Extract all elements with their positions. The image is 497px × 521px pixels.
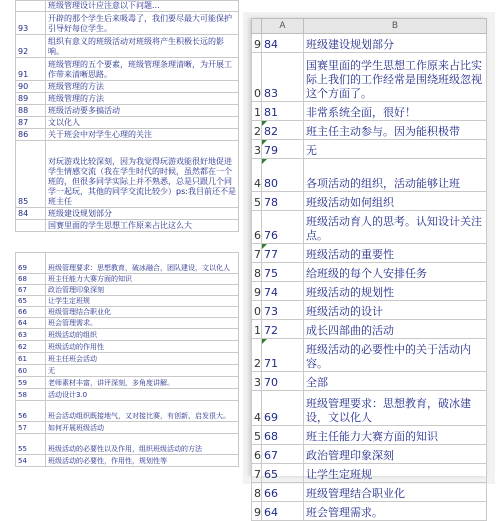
row-number-cell[interactable]: 6	[252, 445, 262, 464]
id-cell[interactable]: 90	[16, 81, 46, 93]
comment-cell[interactable]: 班级管理要求：思想教育，破冰建设，文以化人	[304, 391, 487, 426]
comment-cell[interactable]: 班级管理要求：思想教育，破冰融合，团队建设，文以化人	[46, 253, 239, 274]
table-row	[16, 105, 239, 117]
table-row	[252, 121, 487, 140]
id-cell[interactable]: 68	[262, 426, 304, 445]
table-row	[252, 320, 487, 339]
comment-cell[interactable]: 政治管理印象深刻	[304, 445, 487, 464]
comment-cell[interactable]: 非常系统全面，很好！	[304, 102, 487, 121]
row-number-cell[interactable]: 7	[252, 464, 262, 483]
table-row	[16, 401, 239, 422]
table-row	[16, 93, 239, 105]
table-row	[16, 422, 239, 434]
comment-cell[interactable]: 如何开展班级活动	[46, 422, 239, 434]
comment-cell[interactable]: 班级活动的组织	[46, 329, 239, 341]
comment-cell[interactable]: 关于班会中对学生心理的关注	[46, 129, 239, 141]
comment-cell[interactable]: 无	[46, 365, 239, 377]
table-row	[252, 483, 487, 502]
id-cell[interactable]: 67	[16, 285, 46, 296]
id-cell[interactable]: 65	[262, 464, 304, 483]
row-number-cell[interactable]: 3	[252, 372, 262, 391]
id-cell[interactable]: 62	[16, 341, 46, 353]
comment-cell[interactable]: 老师素材丰富，讲评深刻，多角度讲解。	[46, 377, 239, 389]
row-number-cell[interactable]: 9	[252, 282, 262, 301]
comment-cell[interactable]: 班级管理的方法	[46, 81, 239, 93]
table-row	[16, 129, 239, 141]
table-row	[16, 274, 239, 285]
id-cell[interactable]: 61	[16, 353, 46, 365]
comment-cell[interactable]: 班主任能力大赛方面的知识	[46, 274, 239, 285]
comment-cell[interactable]: 成长四部曲的活动	[304, 320, 487, 339]
id-cell[interactable]: 89	[16, 93, 46, 105]
id-cell[interactable]: 85	[16, 141, 46, 208]
id-cell[interactable]: 82	[262, 121, 304, 140]
table-row	[16, 434, 239, 455]
id-cell[interactable]: 55	[16, 434, 46, 455]
spreadsheet-right	[251, 18, 487, 519]
row-number-cell[interactable]: 2	[252, 121, 262, 140]
table-row	[252, 426, 487, 445]
column-header-b[interactable]: B	[304, 19, 487, 34]
row-number-cell[interactable]: 0	[252, 301, 262, 320]
table-row	[252, 263, 487, 282]
comment-cell[interactable]: 让学生定班规	[46, 296, 239, 307]
row-number-cell[interactable]: 8	[252, 483, 262, 502]
id-cell[interactable]: 54	[16, 455, 46, 467]
column-header-row	[252, 19, 487, 34]
table-row	[16, 365, 239, 377]
comment-cell[interactable]: 全部	[304, 372, 487, 391]
id-cell[interactable]: 71	[262, 339, 304, 372]
row-number-cell[interactable]: 1	[252, 102, 262, 121]
table-row	[16, 253, 239, 274]
id-cell[interactable]: 66	[262, 483, 304, 502]
id-cell[interactable]: 93	[16, 12, 46, 35]
table-row	[16, 389, 239, 401]
comment-cell[interactable]: 班级活动的重要性	[304, 244, 487, 263]
comment-cell[interactable]: 班级建设规划部分	[46, 208, 239, 220]
id-cell[interactable]: 80	[262, 159, 304, 192]
id-cell[interactable]: 69	[16, 253, 46, 274]
id-cell[interactable]: 87	[16, 117, 46, 129]
id-cell[interactable]: 72	[262, 320, 304, 339]
row-number-cell[interactable]: 9	[252, 502, 262, 521]
comment-cell[interactable]: 班会管理需求。	[46, 318, 239, 329]
table-row	[252, 282, 487, 301]
table-row	[16, 81, 239, 93]
comment-cell[interactable]: 班级管理结合职业化	[46, 307, 239, 318]
comment-cell[interactable]: 班主任能力大赛方面的知识	[304, 426, 487, 445]
id-cell[interactable]: 86	[16, 129, 46, 141]
table-row	[252, 102, 487, 121]
table-row	[252, 301, 487, 320]
id-cell[interactable]: 63	[16, 329, 46, 341]
id-cell[interactable]: 57	[16, 422, 46, 434]
id-cell[interactable]: 64	[16, 318, 46, 329]
id-cell[interactable]: 59	[16, 377, 46, 389]
comment-cell[interactable]: 班主任主动参与。因为能积极带	[304, 121, 487, 140]
comment-cell[interactable]: 让学生定班规	[304, 464, 487, 483]
row-number-cell[interactable]: 1	[252, 320, 262, 339]
comment-cell[interactable]: 班级活动要多搞活动	[46, 105, 239, 117]
id-cell[interactable]: 67	[262, 445, 304, 464]
comment-cell[interactable]: 组织有意义的班级活动对班级将产生积极长远的影响。	[46, 35, 239, 58]
table-row	[16, 377, 239, 389]
id-cell[interactable]: 73	[262, 301, 304, 320]
comment-cell[interactable]: 班级管理的五个要素，班级管理条理清晰，为开展工作带来清晰思路。	[46, 58, 239, 81]
table-row	[16, 353, 239, 365]
table-row	[252, 445, 487, 464]
comment-cell[interactable]: 班级活动的作用性	[46, 341, 239, 353]
id-cell[interactable]: 91	[16, 58, 46, 81]
id-cell[interactable]: 70	[262, 372, 304, 391]
table-row	[252, 339, 487, 372]
comment-cell[interactable]: 班级活动的必要性以及作用，组织班级活动的方法	[46, 434, 239, 455]
id-cell[interactable]: 69	[262, 391, 304, 426]
comment-cell[interactable]: 国赛里面的学生思想工作原来占比这么大	[46, 220, 239, 232]
table-row	[252, 211, 487, 244]
comment-cell[interactable]: 班级活动的必要性中的关于活动内容。	[304, 339, 487, 372]
id-cell[interactable]: 88	[16, 105, 46, 117]
comment-cell[interactable]: 班级建设规划部分	[304, 34, 487, 53]
row-number-cell[interactable]: 4	[252, 159, 262, 192]
id-cell[interactable]: 77	[262, 244, 304, 263]
id-cell[interactable]: 56	[16, 401, 46, 422]
comment-cell[interactable]: 班级活动的规划性	[304, 282, 487, 301]
row-number-cell[interactable]: 3	[252, 140, 262, 159]
table-row	[252, 244, 487, 263]
table-row	[16, 208, 239, 220]
table-row	[16, 12, 239, 35]
table-row	[16, 220, 239, 232]
comment-cell[interactable]: 班主任班会活动	[46, 353, 239, 365]
row-number-cell[interactable]: 4	[252, 391, 262, 426]
id-cell[interactable]	[16, 1, 46, 12]
table-row	[16, 35, 239, 58]
comment-cell[interactable]: 活动设计3.0	[46, 389, 239, 401]
comment-cell[interactable]: 对玩游戏比较深刻，因为我觉得玩游戏能很好地促进学生情感交流（我在学生时代的时候，虽然都在一个班的，但很多同学实际上并不熟悉，总是只跟几个同学一起玩，其他的同学交流比较少）ps:我目前还不是班主任	[46, 141, 239, 208]
comment-cell[interactable]: 国赛里面的学生思想工作原来占比实际上我们的工作经常是围绕班级忽视这个方面了。	[304, 53, 487, 102]
id-cell[interactable]: 76	[262, 211, 304, 244]
table-row	[16, 329, 239, 341]
id-cell[interactable]: 92	[16, 35, 46, 58]
id-cell[interactable]: 79	[262, 140, 304, 159]
row-number-cell[interactable]: 6	[252, 211, 262, 244]
table-row	[16, 117, 239, 129]
comment-cell[interactable]: 开辟的那个学生后来吸毒了，我们要尽最大可能保护引导好每位学生。	[46, 12, 239, 35]
comment-cell[interactable]: 文以化人	[46, 117, 239, 129]
table-row	[252, 159, 487, 192]
id-cell[interactable]: 74	[262, 282, 304, 301]
table-row	[252, 192, 487, 211]
row-number-cell[interactable]: 8	[252, 263, 262, 282]
id-cell[interactable]: 68	[16, 274, 46, 285]
table-row	[252, 53, 487, 102]
id-cell[interactable]: 84	[16, 208, 46, 220]
corner-cell[interactable]	[252, 19, 262, 34]
id-cell[interactable]: 83	[262, 53, 304, 102]
table-row	[16, 58, 239, 81]
row-number-cell[interactable]: 0	[252, 53, 262, 102]
id-cell[interactable]: 66	[16, 307, 46, 318]
row-number-cell[interactable]: 7	[252, 244, 262, 263]
row-number-cell[interactable]: 9	[252, 34, 262, 53]
comment-cell[interactable]: 班级活动如何组织	[304, 192, 487, 211]
table-row	[252, 502, 487, 521]
comment-cell[interactable]: 班会管理需求。	[304, 502, 487, 521]
id-cell[interactable]: 60	[16, 365, 46, 377]
comment-cell[interactable]: 班级管理设计应注意以下问题...	[46, 1, 239, 12]
id-cell[interactable]: 75	[262, 263, 304, 282]
comment-cell[interactable]: 班级活动育人的思考。认知设计关注点。	[304, 211, 487, 244]
id-cell[interactable]	[16, 220, 46, 232]
table-row	[16, 1, 239, 12]
comment-cell[interactable]: 政治管理印象深刻	[46, 285, 239, 296]
id-cell[interactable]: 65	[16, 296, 46, 307]
table-row	[252, 372, 487, 391]
table-row	[252, 34, 487, 53]
comment-cell[interactable]: 班级管理的方法	[46, 93, 239, 105]
row-number-cell[interactable]: 5	[252, 426, 262, 445]
table-row	[16, 307, 239, 318]
comment-cell[interactable]: 给班级的每个人安排任务	[304, 263, 487, 282]
row-number-cell[interactable]: 5	[252, 192, 262, 211]
table-row	[252, 391, 487, 426]
spreadsheet-bottom-left	[15, 252, 239, 482]
table-row	[16, 318, 239, 329]
row-number-cell[interactable]: 2	[252, 339, 262, 372]
id-cell[interactable]: 84	[262, 34, 304, 53]
table-row	[16, 455, 239, 467]
column-header-a[interactable]: A	[262, 19, 304, 34]
comment-cell[interactable]: 各项活动的组织，活动能够让班	[304, 159, 487, 192]
table-row	[252, 140, 487, 159]
id-cell[interactable]: 64	[262, 502, 304, 521]
spreadsheet-top-left	[15, 0, 239, 250]
id-cell[interactable]: 78	[262, 192, 304, 211]
id-cell[interactable]: 58	[16, 389, 46, 401]
comment-cell[interactable]: 班级管理结合职业化	[304, 483, 487, 502]
comment-cell[interactable]: 班会活动组织既接地气，又对接比赛，有创新，启发很大。	[46, 401, 239, 422]
comment-cell[interactable]: 班级活动的设计	[304, 301, 487, 320]
table-row	[16, 296, 239, 307]
table-row	[16, 285, 239, 296]
table-row	[252, 464, 487, 483]
id-cell[interactable]: 81	[262, 102, 304, 121]
comment-cell[interactable]: 班级活动的必要性，作用性，规划性等	[46, 455, 239, 467]
table-row	[16, 341, 239, 353]
table-row	[16, 141, 239, 208]
comment-cell[interactable]: 无	[304, 140, 487, 159]
